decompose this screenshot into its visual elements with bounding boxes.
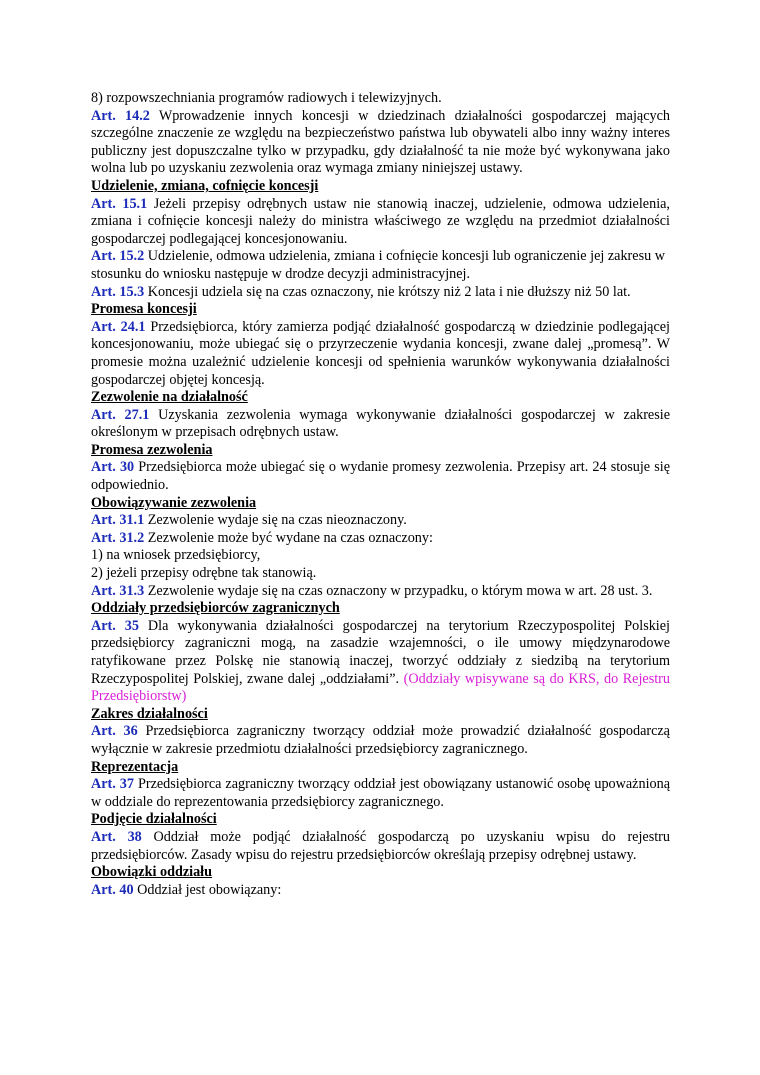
article-15-1	[91, 196, 670, 249]
article-text: Koncesji udziela się na czas oznaczony, nie krótszy niż 2 lata i nie dłuższy niż 50 lat.	[144, 283, 631, 300]
article-text: Zezwolenie może być wydane na czas oznaczony:	[144, 529, 433, 546]
article-38	[91, 829, 670, 864]
article-text: Uzyskania zezwolenia wymaga wykonywanie działalności gospodarczej w zakresie określonym w przepisach odrębnych ustaw.	[91, 406, 670, 441]
article-number: Art. 31.1	[91, 512, 145, 529]
article-text: Zezwolenie wydaje się na czas nieoznaczony.	[144, 512, 407, 529]
list-item: 2) jeżeli przepisy odrębne tak stanowią.	[91, 565, 317, 582]
article-30	[91, 459, 670, 494]
article-number: Art. 14.2	[91, 107, 150, 124]
article-number: Art. 15.2	[91, 248, 145, 265]
article-31-2	[91, 530, 670, 548]
article-number: Art. 35	[91, 617, 139, 634]
article-number: Art. 27.1	[91, 406, 150, 423]
article-15-3	[91, 284, 670, 302]
article-36	[91, 723, 670, 758]
article-text: Zezwolenie wydaje się na czas oznaczony w przypadku, o którym mowa w art. 28 ust. 3.	[144, 582, 653, 599]
section-heading: Promesa zezwolenia	[91, 441, 213, 458]
article-text: Oddział jest obowiązany:	[133, 881, 282, 898]
article-35	[91, 618, 670, 706]
article-number: Art. 36	[91, 723, 138, 740]
article-text: Przedsiębiorca zagraniczny tworzący oddział może prowadzić działalność gospodarczą wyłącznie w zakresie przedmiotu działalności przedsiębiorcy zagranicznego.	[91, 723, 670, 757]
article-text: Dla wykonywania działalności gospodarczej na terytorium Rzeczypospolitej Polskiej przedsiębiorcy zagraniczni mogą, na zasadzie wzajemności, o ile umowy międzynarodowe ratyfikowane przez Polskę nie stanowią inaczej, tworzyć oddziały z siedzibą na terytorium Rzeczypospolitej Polskiej, zwane dalej „oddziałami”.	[91, 617, 670, 687]
article-text: Wprowadzenie innych koncesji w dziedzinach działalności gospodarczej mających szczególne znaczenie ze względu na bezpieczeństwo państwa lub obywateli albo inny ważny interes publiczny jest dopuszczalne tylko w przypadku, gdy działalność ta nie może być wykonywana jako wolna lub po uzyskaniu zezwolenia oraz wymaga zmiany niniejszej ustawy.	[91, 107, 670, 177]
annotation-note: (Oddziały wpisywane są do KRS, do Rejestru Przedsiębiorstw)	[91, 670, 671, 705]
article-number: Art. 24.1	[91, 318, 146, 335]
article-14-2	[91, 108, 670, 178]
section-heading: Zezwolenie na działalność	[91, 389, 248, 406]
article-text: Przedsiębiorca, który zamierza podjąć działalność gospodarczą w dziedzinie podlegającej koncesjonowaniu, może ubiegać się o przyrzeczenie wydania koncesji, zwane dalej „promesą”. W promesie można uzależnić udzielenie koncesji od spełnienia warunków wykonywania działalności gospodarczej objętej koncesją.	[91, 318, 670, 388]
list-item: 1) na wniosek przedsiębiorcy,	[91, 547, 261, 564]
section-heading: Podjęcie działalności	[91, 811, 217, 828]
section-heading: Obowiązki oddziału	[91, 864, 213, 881]
article-number: Art. 37	[91, 776, 134, 793]
list-item: 8) rozpowszechniania programów radiowych i telewizyjnych.	[91, 90, 442, 106]
article-number: Art. 15.3	[91, 283, 145, 300]
article-24-1	[91, 319, 670, 389]
article-number: Art. 40	[91, 881, 134, 898]
section-heading: Obowiązywanie zezwolenia	[91, 494, 257, 511]
section-heading: Reprezentacja	[91, 758, 179, 775]
article-text: Przedsiębiorca zagraniczny tworzący oddział jest obowiązany ustanowić osobę upoważnioną w oddziale do reprezentowania przedsiębiorcy zagranicznego.	[91, 776, 670, 810]
article-number: Art. 38	[91, 828, 142, 845]
article-31-1	[91, 512, 670, 530]
article-31-3	[91, 583, 670, 601]
article-27-1	[91, 407, 670, 442]
article-text: Udzielenie, odmowa udzielenia, zmiana i cofnięcie koncesji lub ograniczenie jej zakresu w stosunku do wniosku następuje w drodze decyzji administracyjnej.	[91, 248, 665, 282]
article-number: Art. 31.3	[91, 582, 145, 599]
section-heading: Oddziały przedsiębiorców zagranicznych	[91, 600, 340, 617]
article-number: Art. 30	[91, 459, 135, 476]
article-37	[91, 776, 670, 811]
article-15-2	[91, 248, 670, 283]
article-text: Oddział może podjąć działalność gospodarczą po uzyskaniu wpisu do rejestru przedsiębiorców. Zasady wpisu do rejestru przedsiębiorców określają przepisy odrębnej ustawy.	[91, 828, 670, 863]
section-heading: Zakres działalności	[91, 705, 208, 722]
article-text: Przedsiębiorca może ubiegać się o wydanie promesy zezwolenia. Przepisy art. 24 stosuje się odpowiednio.	[91, 459, 670, 494]
article-text: Jeżeli przepisy odrębnych ustaw nie stanowią inaczej, udzielenie, odmowa udzielenia, zmiana i cofnięcie koncesji należy do ministra właściwego ze względu na przedmiot działalności gospodarczej podlegającej koncesjonowaniu.	[91, 195, 670, 247]
article-number: Art. 31.2	[91, 529, 145, 546]
article-number: Art. 15.1	[91, 195, 148, 212]
section-heading: Promesa koncesji	[91, 301, 197, 318]
article-40	[91, 882, 670, 900]
section-heading: Udzielenie, zmiana, cofnięcie koncesji	[91, 177, 319, 194]
